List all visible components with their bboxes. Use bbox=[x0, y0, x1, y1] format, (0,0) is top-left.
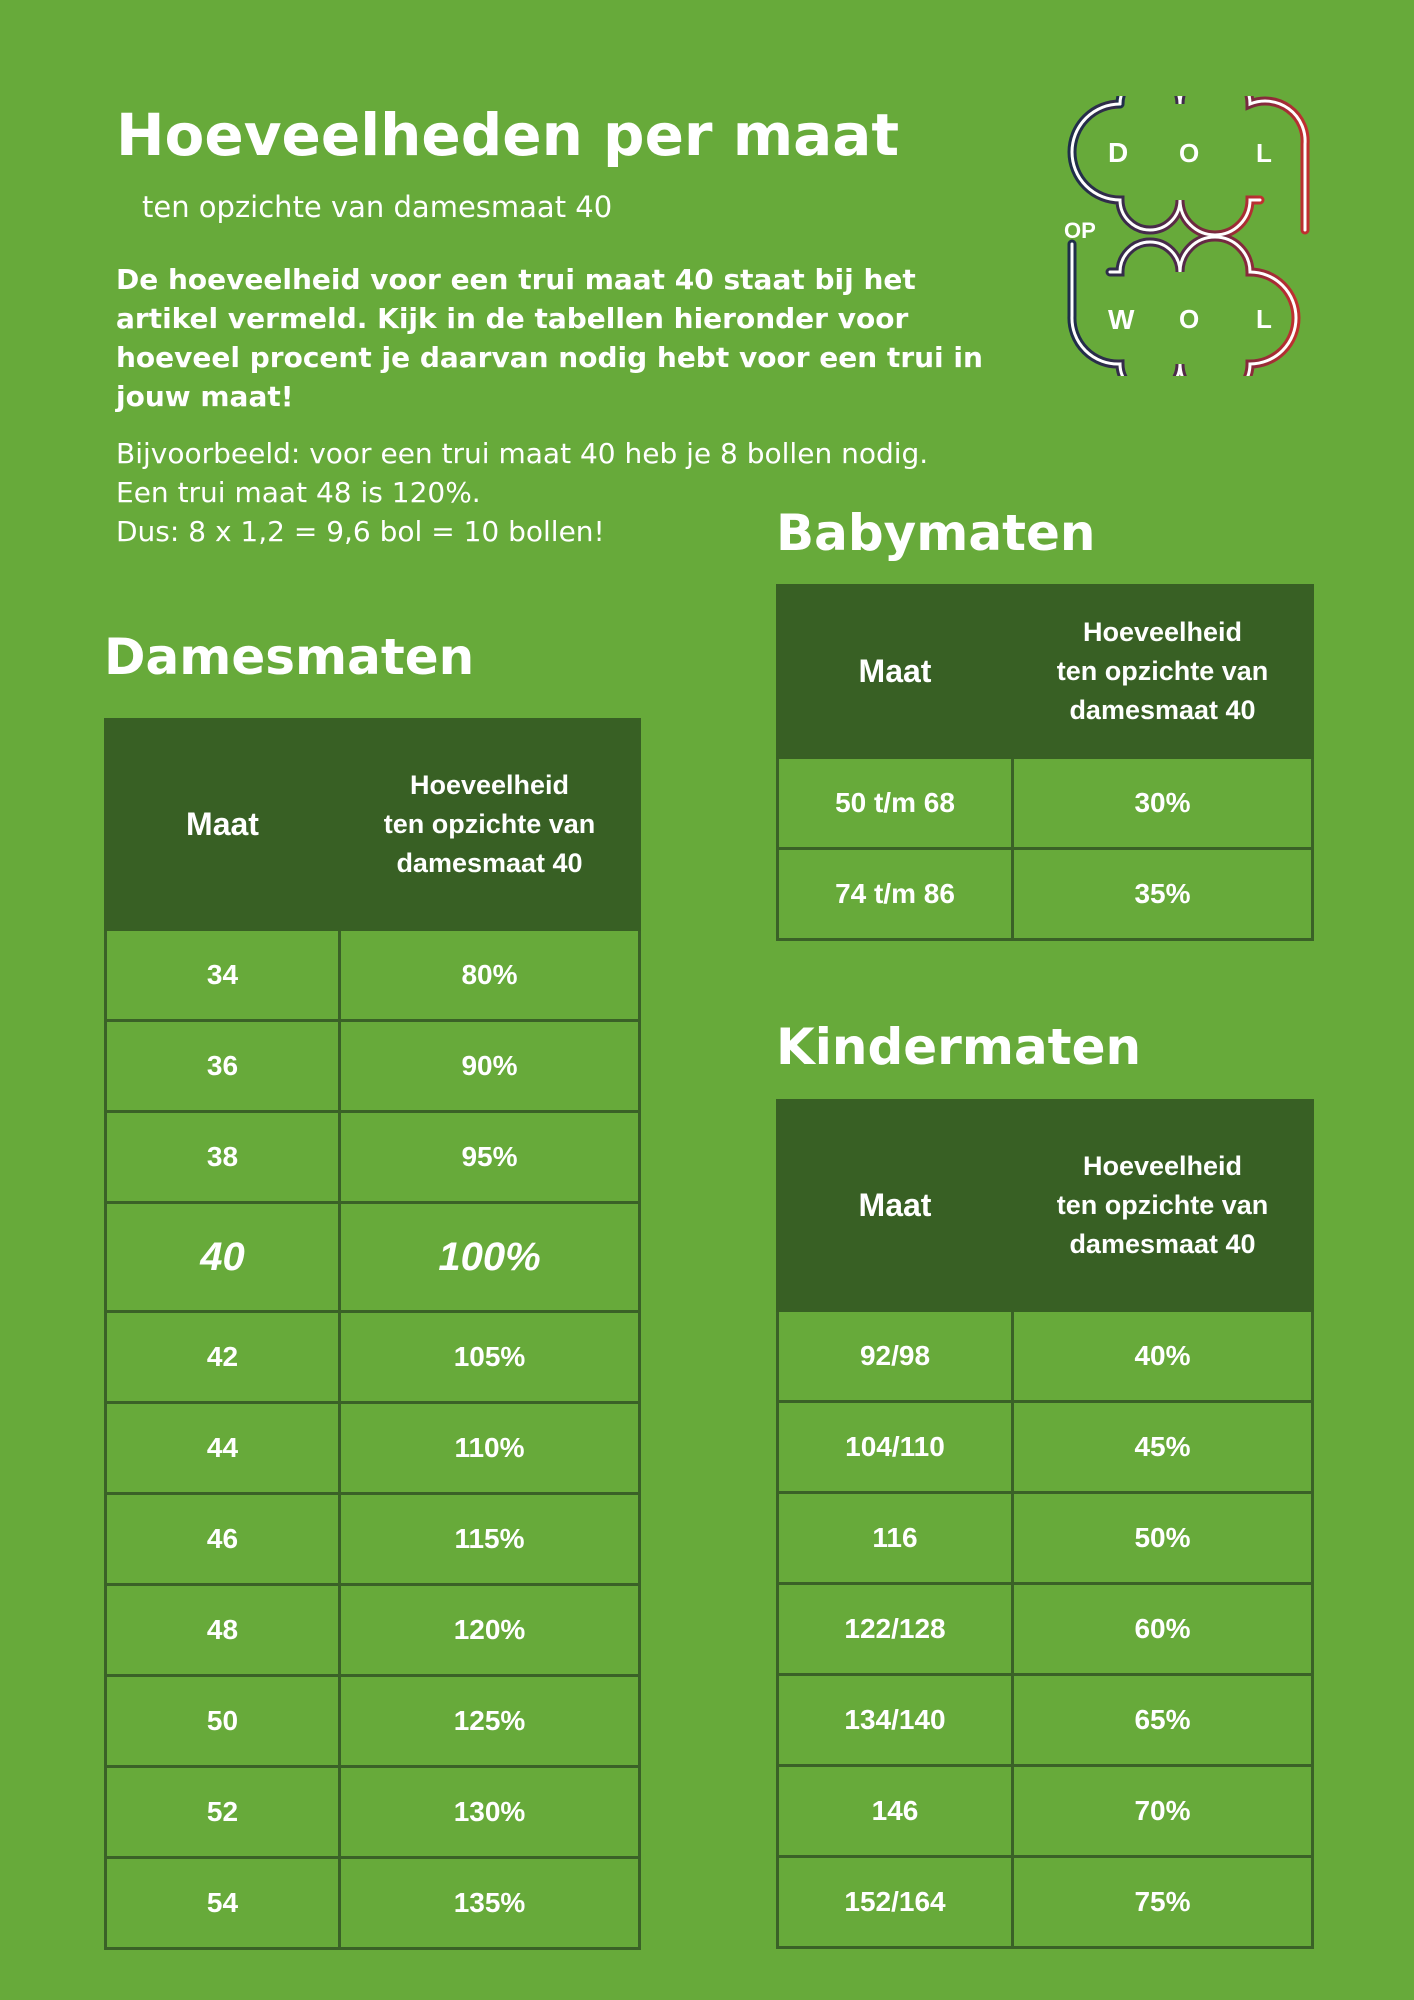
table-header-row bbox=[778, 586, 1313, 758]
column-header-hoeveelheid bbox=[1013, 586, 1313, 758]
table-row bbox=[106, 1676, 640, 1767]
table-row bbox=[106, 1403, 640, 1494]
maat-cell: 42 bbox=[106, 1312, 340, 1403]
table-row bbox=[106, 1112, 640, 1203]
percentage-cell: 115% bbox=[340, 1494, 640, 1585]
table-header-row bbox=[778, 1101, 1313, 1311]
percentage-cell: 90% bbox=[340, 1021, 640, 1112]
damesmaten-table bbox=[104, 718, 641, 1950]
kindermaten-table bbox=[776, 1099, 1314, 1949]
example-line: Een trui maat 48 is 120%. bbox=[116, 476, 481, 509]
percentage-cell: 95% bbox=[340, 1112, 640, 1203]
maat-cell: 36 bbox=[106, 1021, 340, 1112]
maat-cell: 134/140 bbox=[778, 1675, 1013, 1766]
table-row bbox=[106, 1585, 640, 1676]
logo-letter: W bbox=[1108, 304, 1135, 335]
maat-cell: 54 bbox=[106, 1858, 340, 1949]
table-row-highlight bbox=[106, 1203, 640, 1312]
column-header-maat: Maat bbox=[106, 720, 340, 930]
maat-cell: 116 bbox=[778, 1493, 1013, 1584]
babymaten-table bbox=[776, 584, 1314, 941]
maat-cell: 34 bbox=[106, 930, 340, 1021]
table-row bbox=[778, 1402, 1313, 1493]
column-header-hoeveelheid bbox=[340, 720, 640, 930]
header-line: Hoeveelheid bbox=[1082, 1151, 1243, 1181]
percentage-cell: 80% bbox=[340, 930, 640, 1021]
page-subtitle: ten opzichte van damesmaat 40 bbox=[142, 190, 613, 224]
section-title-kindermaten: Kindermaten bbox=[776, 1018, 1142, 1076]
table-row bbox=[778, 1857, 1313, 1948]
maat-cell: 52 bbox=[106, 1767, 340, 1858]
logo-letter: OP bbox=[1064, 218, 1096, 243]
logo-letter: L bbox=[1256, 138, 1272, 168]
logo-letter: L bbox=[1256, 304, 1272, 334]
header-line: Hoeveelheid bbox=[1082, 617, 1243, 647]
percentage-cell: 50% bbox=[1013, 1493, 1313, 1584]
table-row bbox=[778, 758, 1313, 849]
percentage-cell: 105% bbox=[340, 1312, 640, 1403]
logo-letter: O bbox=[1179, 304, 1200, 334]
logo-letter: O bbox=[1179, 138, 1200, 168]
example-line: Dus: 8 x 1,2 = 9,6 bol = 10 bollen! bbox=[116, 515, 605, 548]
percentage-cell: 40% bbox=[1013, 1311, 1313, 1402]
table-row bbox=[778, 849, 1313, 940]
table-row bbox=[778, 1493, 1313, 1584]
intro-text: De hoeveelheid voor een trui maat 40 staat bij het artikel vermeld. Kijk in de tabellen hieronder voor hoeveel procent je daarvan nodig hebt voor een trui in jouw maat! bbox=[116, 263, 983, 413]
percentage-cell: 135% bbox=[340, 1858, 640, 1949]
table-row bbox=[106, 1858, 640, 1949]
maat-cell: 44 bbox=[106, 1403, 340, 1494]
column-header-maat: Maat bbox=[778, 1101, 1013, 1311]
percentage-cell: 60% bbox=[1013, 1584, 1313, 1675]
header-line: ten opzichte van bbox=[383, 809, 596, 839]
maat-cell: 50 t/m 68 bbox=[778, 758, 1013, 849]
header-line: damesmaat 40 bbox=[1069, 1229, 1256, 1259]
maat-cell: 104/110 bbox=[778, 1402, 1013, 1493]
maat-cell: 146 bbox=[778, 1766, 1013, 1857]
percentage-cell: 65% bbox=[1013, 1675, 1313, 1766]
table-row bbox=[778, 1311, 1313, 1402]
example-line: Bijvoorbeeld: voor een trui maat 40 heb je 8 bollen nodig. bbox=[116, 437, 929, 470]
table-row bbox=[778, 1766, 1313, 1857]
percentage-cell: 70% bbox=[1013, 1766, 1313, 1857]
table-row bbox=[106, 930, 640, 1021]
table-row bbox=[106, 1021, 640, 1112]
header-line: Hoeveelheid bbox=[409, 770, 570, 800]
maat-cell: 50 bbox=[106, 1676, 340, 1767]
percentage-cell: 125% bbox=[340, 1676, 640, 1767]
page-title: Hoeveelheden per maat bbox=[116, 101, 900, 169]
table-row bbox=[106, 1767, 640, 1858]
maat-cell: 152/164 bbox=[778, 1857, 1013, 1948]
header-line: damesmaat 40 bbox=[1069, 695, 1256, 725]
maat-cell: 92/98 bbox=[778, 1311, 1013, 1402]
table-row bbox=[106, 1494, 640, 1585]
header-line: ten opzichte van bbox=[1056, 1190, 1269, 1220]
percentage-cell: 110% bbox=[340, 1403, 640, 1494]
table-row bbox=[106, 1312, 640, 1403]
section-title-damesmaten: Damesmaten bbox=[104, 628, 475, 686]
column-header-maat: Maat bbox=[778, 586, 1013, 758]
maat-cell: 74 t/m 86 bbox=[778, 849, 1013, 940]
percentage-cell: 35% bbox=[1013, 849, 1313, 940]
percentage-cell: 120% bbox=[340, 1585, 640, 1676]
logo-letter: D bbox=[1108, 137, 1129, 168]
maat-cell: 48 bbox=[106, 1585, 340, 1676]
maat-cell: 46 bbox=[106, 1494, 340, 1585]
maat-cell: 122/128 bbox=[778, 1584, 1013, 1675]
percentage-cell: 100% bbox=[340, 1203, 640, 1312]
maat-cell: 40 bbox=[106, 1203, 340, 1312]
dol-op-wol-logo bbox=[1060, 96, 1320, 376]
header-line: damesmaat 40 bbox=[396, 848, 583, 878]
table-row bbox=[778, 1584, 1313, 1675]
percentage-cell: 75% bbox=[1013, 1857, 1313, 1948]
table-row bbox=[778, 1675, 1313, 1766]
column-header-hoeveelheid bbox=[1013, 1101, 1313, 1311]
section-title-babymaten: Babymaten bbox=[776, 504, 1096, 562]
percentage-cell: 45% bbox=[1013, 1402, 1313, 1493]
maat-cell: 38 bbox=[106, 1112, 340, 1203]
header-line: ten opzichte van bbox=[1056, 656, 1269, 686]
table-header-row bbox=[106, 720, 640, 930]
percentage-cell: 130% bbox=[340, 1767, 640, 1858]
percentage-cell: 30% bbox=[1013, 758, 1313, 849]
